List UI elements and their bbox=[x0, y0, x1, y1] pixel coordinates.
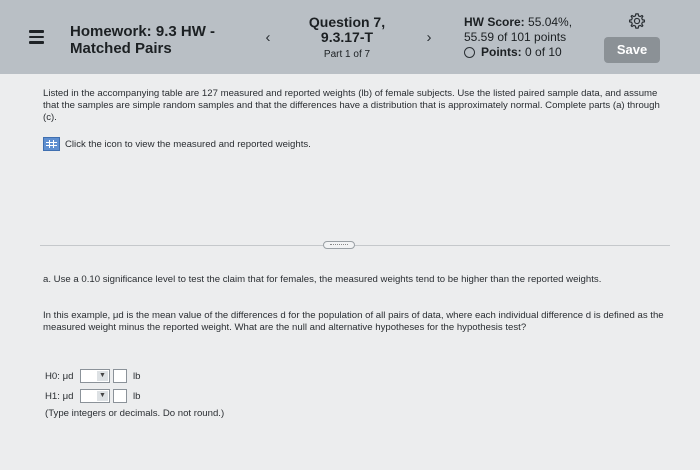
save-button[interactable]: Save bbox=[604, 37, 660, 63]
question-content bbox=[0, 74, 700, 470]
hamburger-menu-icon[interactable] bbox=[29, 30, 44, 44]
dropdown-arrow-icon: ▼ bbox=[97, 371, 108, 381]
homework-title bbox=[70, 23, 215, 57]
score-value: 55.04%, bbox=[528, 15, 573, 29]
homework-title-line2: Matched Pairs bbox=[70, 40, 172, 57]
null-hypothesis-row bbox=[45, 369, 140, 383]
top-bar bbox=[0, 0, 700, 74]
question-part: Part 1 of 7 bbox=[323, 49, 371, 60]
alternative-hypothesis-operator-select[interactable] bbox=[80, 389, 110, 403]
alternative-hypothesis-row bbox=[45, 389, 140, 403]
gear-icon[interactable] bbox=[628, 12, 646, 30]
next-question-button[interactable] bbox=[407, 14, 451, 62]
chevron-left-icon: ‹ bbox=[265, 29, 271, 46]
score-panel bbox=[464, 15, 572, 60]
problem-intro: Listed in the accompanying table are 127 measured and reported weights (lb) of female subjects. Use the listed paired sample data, and assume that the samples are simple random samples and that the differences have a distribution that is approximately normal. Complete parts (a) through (c). bbox=[43, 88, 660, 123]
example-text: In this example, μd is the mean value of the differences d for the population of all pairs of data, where each individual difference d is defined as the measured weight minus the reported weight. What are the null and alternative hypotheses for the hypothesis test? bbox=[43, 310, 664, 333]
dropdown-arrow-icon: ▼ bbox=[97, 391, 108, 401]
alternative-hypothesis-unit: lb bbox=[133, 390, 141, 402]
alternative-hypothesis-value-input[interactable] bbox=[113, 389, 127, 403]
points-total: 55.59 of 101 points bbox=[464, 30, 567, 44]
points-value: 0 of 10 bbox=[525, 45, 562, 59]
answer-format-note: (Type integers or decimals. Do not round.) bbox=[45, 408, 225, 419]
question-info bbox=[292, 15, 402, 60]
question-number: Question 7, bbox=[308, 14, 386, 30]
section-divider bbox=[40, 245, 670, 246]
points-label: Points: bbox=[481, 45, 522, 59]
chevron-right-icon: › bbox=[426, 29, 432, 46]
data-table-link-text: Click the icon to view the measured and reported weights. bbox=[65, 138, 311, 150]
table-icon[interactable] bbox=[43, 137, 60, 151]
null-hypothesis-label: H0: μd bbox=[45, 370, 74, 382]
part-a-text: a. Use a 0.10 significance level to test the claim that for females, the measured weights tend to be higher than the reported weights. bbox=[43, 274, 602, 285]
alternative-hypothesis-label: H1: μd bbox=[45, 390, 74, 402]
null-hypothesis-operator-select[interactable] bbox=[80, 369, 110, 383]
null-hypothesis-value-input[interactable] bbox=[113, 369, 127, 383]
null-hypothesis-unit: lb bbox=[133, 370, 141, 382]
resize-handle[interactable] bbox=[323, 241, 355, 249]
previous-question-button[interactable] bbox=[246, 14, 290, 62]
data-table-link[interactable] bbox=[43, 137, 311, 151]
points-status-icon bbox=[464, 47, 475, 58]
homework-title-line1: Homework: 9.3 HW - bbox=[70, 23, 216, 40]
score-label: HW Score: bbox=[464, 15, 525, 29]
question-id: 9.3.17-T bbox=[320, 29, 374, 45]
